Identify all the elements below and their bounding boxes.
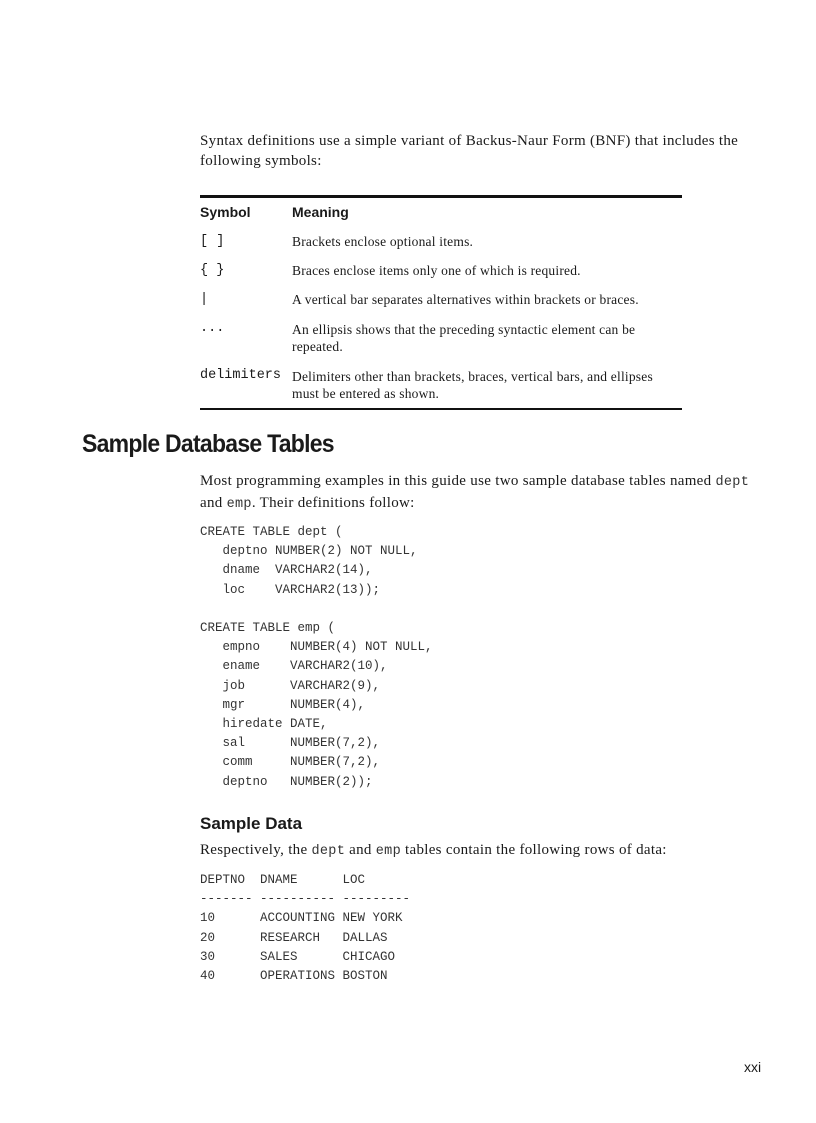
table-bottom-rule	[200, 408, 682, 410]
section-paragraph	[200, 471, 760, 515]
para-text-4: Respectively, the	[200, 842, 312, 858]
symbol-cell-ellipsis: ...	[200, 321, 225, 336]
para-text-6: tables contain the following rows of data:	[400, 842, 667, 858]
code-block-data-rows: DEPTNO DNAME LOC ------- ---------- --------- 10 ACCOUNTING NEW YORK 20 RESEARCH DALLAS 30 SALES CHICAGO 40 OPERATIONS BOSTON	[200, 873, 411, 984]
section-heading: Sample Database Tables	[82, 430, 334, 458]
meaning-column-header: Meaning	[292, 204, 349, 220]
inline-code-emp-2: emp	[375, 844, 401, 859]
page-number: xxi	[744, 1059, 762, 1075]
inline-code-dept: dept	[715, 475, 750, 490]
code-block-emp: CREATE TABLE emp ( empno NUMBER(4) NOT NULL, ename VARCHAR2(10), job VARCHAR2(9), mgr NUMBER(4), hiredate DATE, sal NUMBER(7,2), comm NUMBER(7,2), deptno NUMBER(2));	[200, 621, 433, 789]
symbol-cell-braces: { }	[200, 263, 225, 278]
meaning-cell-vertical-bar: A vertical bar separates alternatives within brackets or braces.	[292, 292, 639, 307]
code-block-dept: CREATE TABLE dept ( deptno NUMBER(2) NOT NULL, dname VARCHAR2(14), loc VARCHAR2(13));	[200, 525, 418, 597]
para-text-1: Most programming examples in this guide use two sample database tables named	[200, 473, 716, 489]
inline-code-dept-2: dept	[311, 844, 346, 859]
symbol-cell-delimiters: delimiters	[200, 368, 282, 383]
para-text-3: . Their definitions follow:	[251, 495, 415, 511]
subsection-paragraph	[200, 840, 760, 862]
inline-code-emp: emp	[226, 497, 252, 512]
meaning-cell-ellipsis: An ellipsis shows that the preceding syntactic element can be repeated.	[292, 322, 636, 354]
subsection-heading: Sample Data	[200, 814, 303, 833]
meaning-cell-braces: Braces enclose items only one of which is required.	[292, 263, 581, 278]
symbol-column-header: Symbol	[200, 204, 251, 220]
intro-paragraph: Syntax definitions use a simple variant of Backus-Naur Form (BNF) that includes the following symbols:	[200, 133, 739, 169]
meaning-cell-brackets: Brackets enclose optional items.	[292, 234, 474, 249]
table-top-rule	[200, 195, 682, 198]
para-text-2: and	[200, 495, 227, 511]
meaning-cell-delimiters: Delimiters other than brackets, braces, vertical bars, and ellipses must be entered as shown.	[292, 369, 653, 401]
symbol-cell-vertical-bar: |	[200, 292, 209, 307]
para-text-5: and	[345, 842, 376, 858]
symbol-cell-brackets: [ ]	[200, 234, 225, 249]
